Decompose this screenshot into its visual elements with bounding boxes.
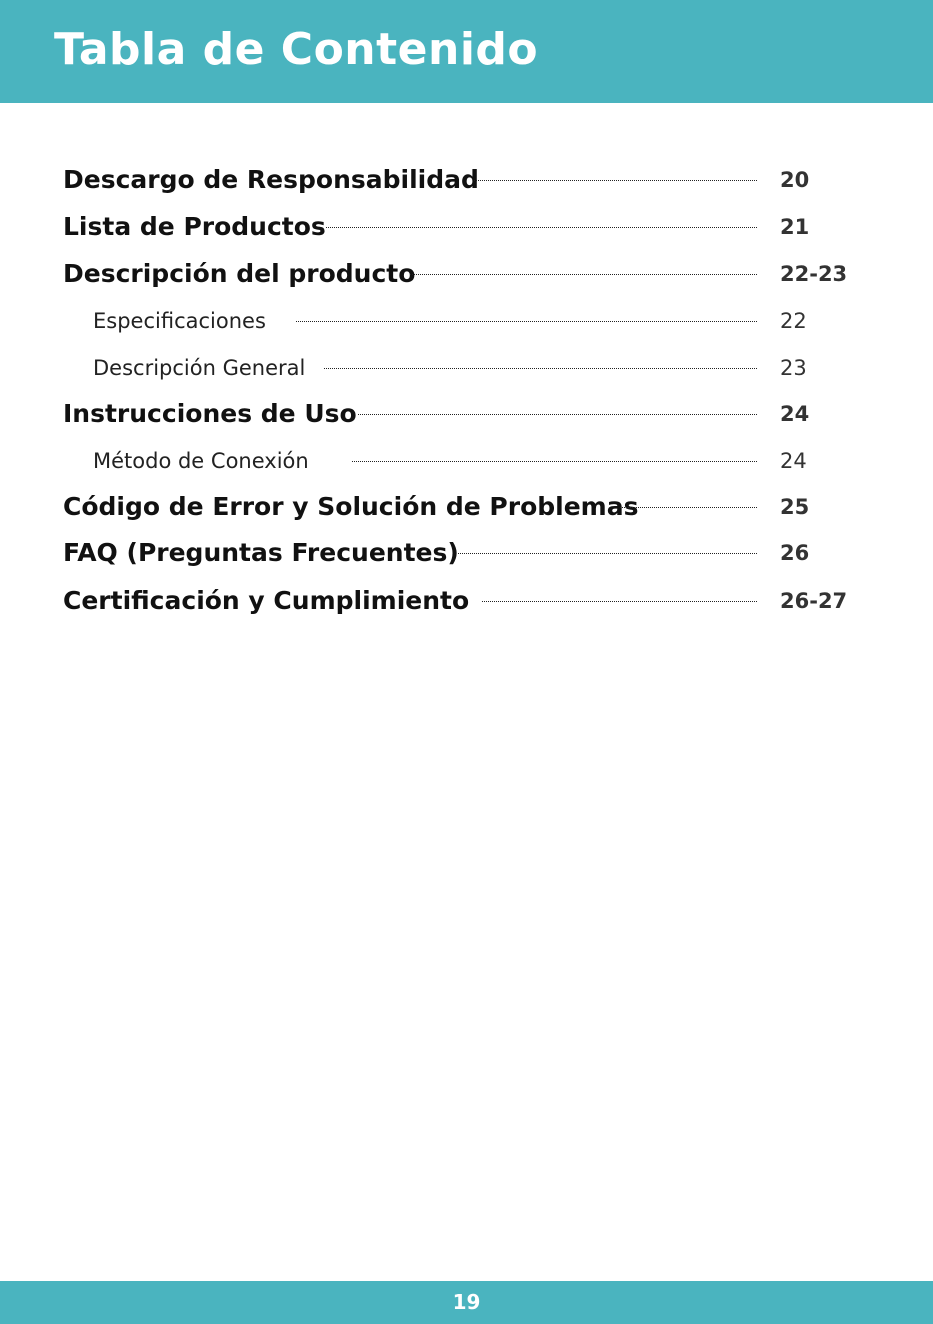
toc-dot-leader [358,414,757,415]
toc-dot-leader [352,461,757,462]
toc-entry-label: Certificación y Cumplimiento [63,586,470,615]
footer-band [0,1281,933,1324]
toc-entry-page: 24 [780,449,807,473]
toc-entry-instrucciones-uso[interactable] [0,396,933,432]
toc-entry-descargo[interactable] [0,162,933,198]
toc-dot-leader [482,601,757,602]
toc-dot-leader [474,180,757,181]
toc-entry-label: Lista de Productos [63,212,326,241]
toc-dot-leader [410,274,757,275]
toc-entry-label: FAQ (Preguntas Frecuentes) [63,538,459,567]
page-number: 19 [452,1290,481,1314]
toc-entry-label: Descripción del producto [63,259,416,288]
toc-entry-metodo-conexion[interactable] [0,443,933,479]
toc-entry-descripcion-general[interactable] [0,350,933,386]
toc-entry-label: Descargo de Responsabilidad [63,165,479,194]
toc-entry-especificaciones[interactable] [0,303,933,339]
toc-entry-page: 22-23 [780,262,848,286]
toc-entry-page: 24 [780,402,810,426]
toc-entry-codigo-error[interactable] [0,489,933,525]
toc-entry-certificacion[interactable] [0,583,933,619]
toc-entry-label: Descripción General [93,356,306,380]
toc-entry-page: 22 [780,309,807,333]
toc-entry-page: 26 [780,541,810,565]
toc-entry-label: Método de Conexión [93,449,309,473]
toc-entry-label: Especificaciones [93,309,266,333]
toc-entry-page: 23 [780,356,807,380]
toc-dot-leader [326,227,757,228]
toc-entry-faq[interactable] [0,535,933,571]
toc-entry-page: 20 [780,168,810,192]
toc-dot-leader [296,321,757,322]
toc-entry-page: 26-27 [780,589,848,613]
toc-entry-page: 21 [780,215,810,239]
toc-entry-lista-productos[interactable] [0,209,933,245]
toc-dot-leader [324,368,757,369]
toc-dot-leader [458,553,757,554]
page-title: Tabla de Contenido [54,24,539,75]
toc-entry-label: Código de Error y Solución de Problemas [63,492,639,521]
toc-dot-leader [620,507,757,508]
toc-entry-page: 25 [780,495,810,519]
toc-entry-descripcion-producto[interactable] [0,256,933,292]
toc-entry-label: Instrucciones de Uso [63,399,357,428]
